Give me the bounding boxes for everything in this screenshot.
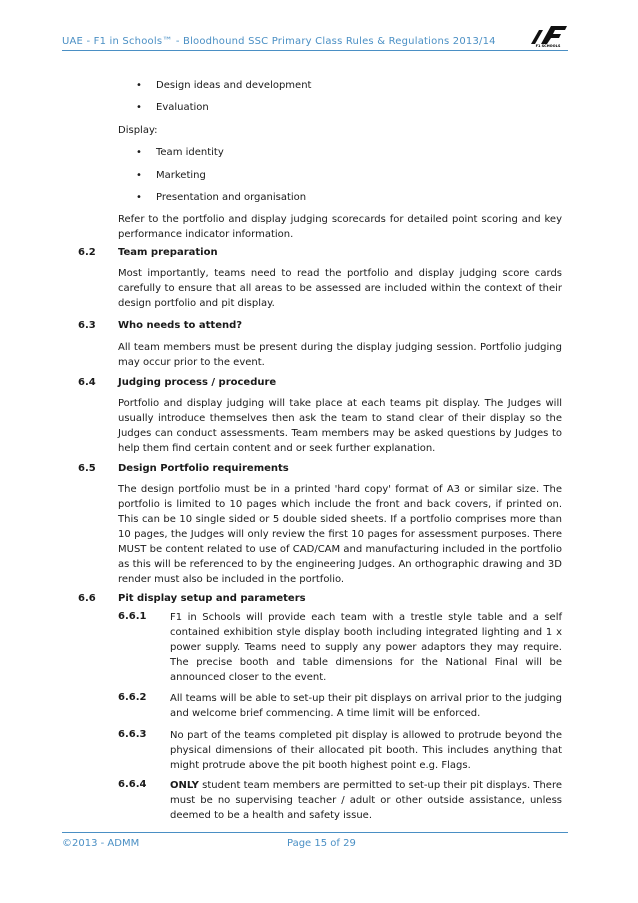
footer-rule	[62, 832, 568, 833]
section-number: 6.6	[78, 593, 96, 604]
section-paragraph: Most importantly, teams need to read the portfolio and display judging score cards carefully to ensure that all areas to be assessed are included within the context of their design portfolio and pit display.	[118, 268, 562, 309]
section-title: Pit display setup and parameters	[118, 593, 306, 604]
display-label: Display:	[118, 125, 158, 136]
section-number: 6.3	[78, 320, 96, 331]
section-number: 6.4	[78, 377, 96, 388]
subsection-paragraph	[170, 778, 562, 823]
subsection-paragraph: All teams will be able to set-up their pit displays on arrival prior to the judging and welcome brief commencing. A time limit will be enforced.	[170, 693, 562, 719]
page-number: Page 15 of 29	[287, 838, 356, 849]
bullet-icon: •	[136, 170, 142, 181]
header-rule	[62, 50, 568, 51]
bullet-icon: •	[136, 147, 142, 158]
list-item: Marketing	[156, 170, 206, 181]
list-item: Presentation and organisation	[156, 192, 307, 203]
subsection-paragraph: No part of the teams completed pit display is allowed to protrude beyond the physical dimensions of their allocated pit booth. This includes anything that might protrude above the pit booth highest point e.g. Flags.	[170, 730, 562, 771]
section-number: 6.2	[78, 247, 96, 258]
emphasis-text: ONLY	[170, 780, 199, 791]
subsection-number: 6.6.3	[118, 729, 147, 740]
subsection-number: 6.6.1	[118, 611, 147, 622]
section-title: Design Portfolio requirements	[118, 463, 289, 474]
subsection-text: student team members are permitted to set-up their pit displays. There must be no supervising teacher / adult or other outside assistance, unless deemed to be a health and safety issue.	[170, 780, 562, 821]
subsection-number: 6.6.4	[118, 779, 147, 790]
section-paragraph: Portfolio and display judging will take place at each teams pit display. The Judges will usually introduce themselves then ask the team to stand clear of their display so the Judges can conduct assessments. Team members may be asked questions by Judges to help them find certain content and or seek further explanation.	[118, 398, 562, 454]
section-title: Who needs to attend?	[118, 320, 243, 331]
list-item: Evaluation	[156, 102, 209, 113]
section-paragraph: The design portfolio must be in a printed 'hard copy' format of A3 or similar size. The portfolio is limited to 10 pages which include the front and back covers, if printed on. This can be 10 single sided or 5 double sided sheets. If a portfolio comprises more than 10 pages, the Judges will only review the first 10 pages for assessment purposes. There MUST be content related to use of CAD/CAM and manufacturing included in the portfolio as this will be referenced to by the engineering Judges. An orthographic drawing and 3D render must also be included in the portfolio.	[118, 484, 562, 585]
subsection-number: 6.6.2	[118, 692, 147, 703]
bullet-icon: •	[136, 102, 142, 113]
list-item: Team identity	[156, 147, 224, 158]
section-number: 6.5	[78, 463, 96, 474]
section-title: Team preparation	[118, 247, 218, 258]
section-paragraph: All team members must be present during the display judging session. Portfolio judging may occur prior to the event.	[118, 342, 562, 368]
intro-paragraph: Refer to the portfolio and display judging scorecards for detailed point scoring and key performance indicator information.	[118, 214, 562, 240]
section-title: Judging process / procedure	[118, 377, 277, 388]
footer-copyright: ©2013 - ADMM	[62, 838, 140, 849]
bullet-icon: •	[136, 192, 142, 203]
list-item: Design ideas and development	[156, 80, 312, 91]
logo-caption: F1 SCHOOLS	[535, 44, 561, 48]
header-title: UAE - F1 in Schools™ - Bloodhound SSC Primary Class Rules & Regulations 2013/14	[62, 36, 496, 47]
bullet-icon: •	[136, 80, 142, 91]
subsection-paragraph: F1 in Schools will provide each team with a trestle style table and a self contained exhibition style display booth including integrated lighting and 1 x power supply. Teams need to supply any power adaptors they may require. The precise booth and table dimensions for the National Final will be announced closer to the event.	[170, 612, 562, 683]
